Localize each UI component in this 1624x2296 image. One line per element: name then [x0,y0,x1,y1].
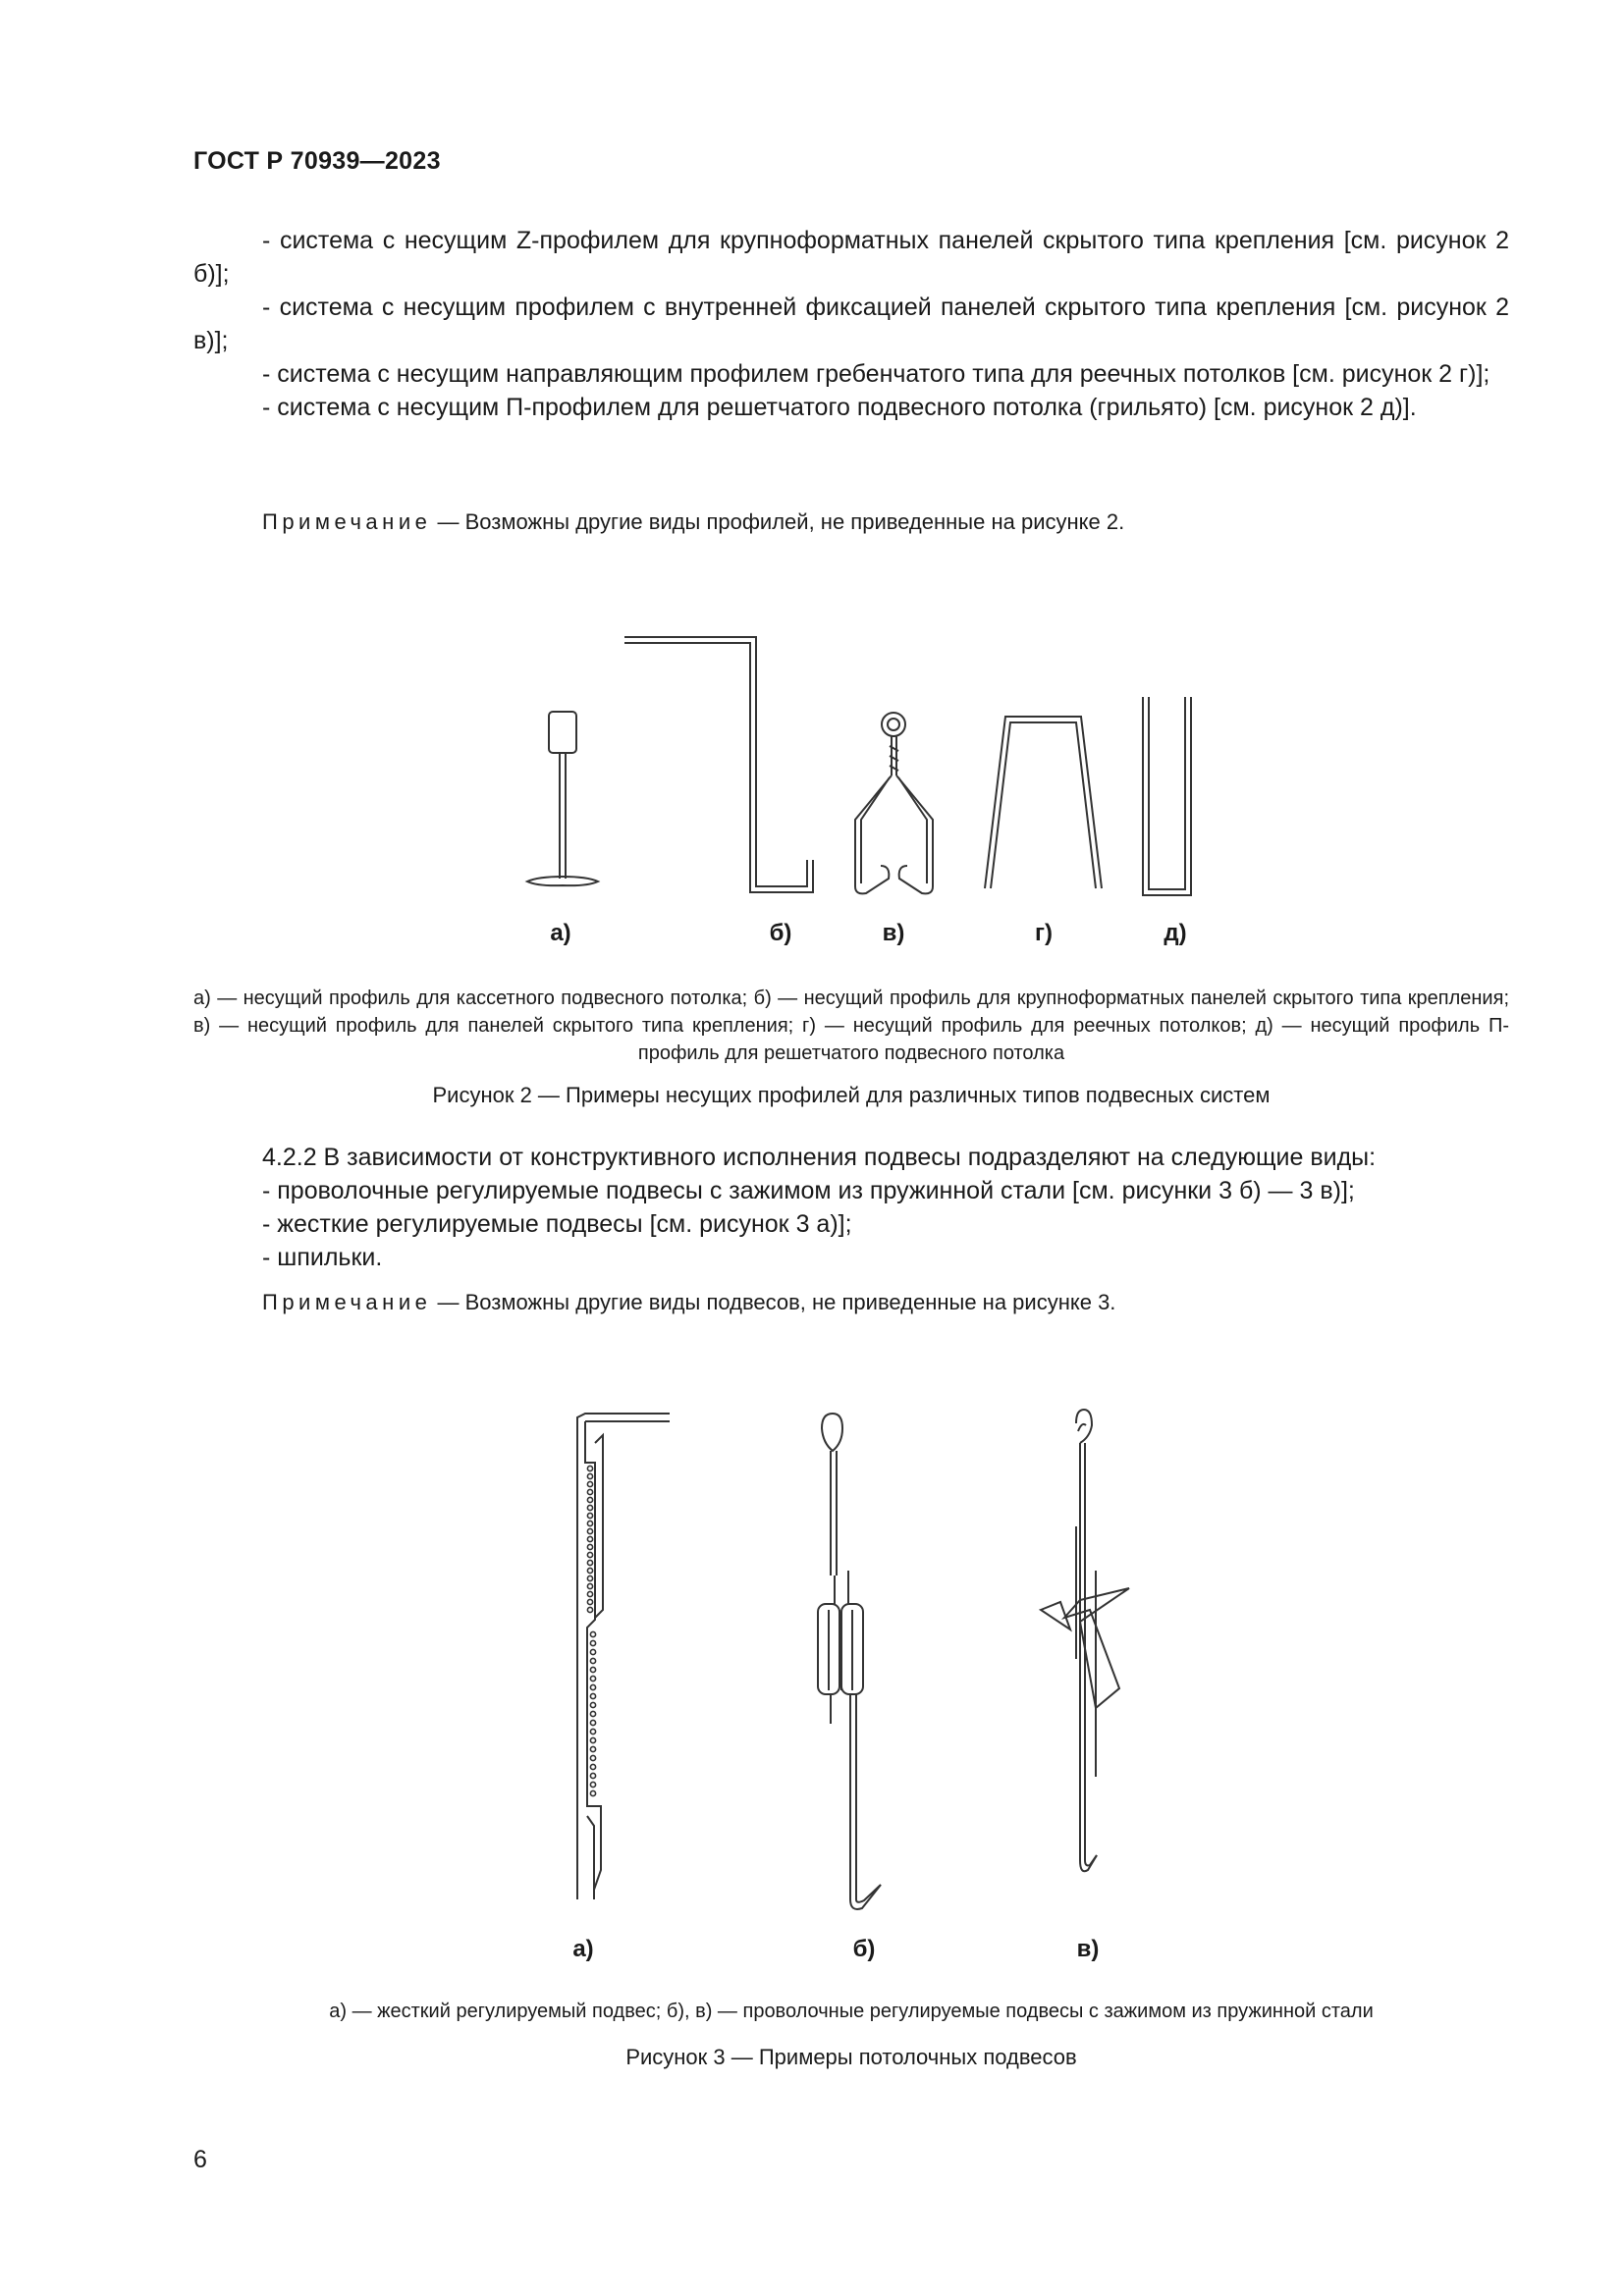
hole [590,1782,595,1787]
figure-3-label-b: б) [852,1936,876,1962]
hole [587,1544,592,1549]
figure-2-label-e: д) [1164,920,1187,946]
hole [587,1575,592,1580]
hanger-c-drawing [1041,1410,1129,1871]
section-intro: 4.2.2 В зависимости от конструктивного исполнения подвесы подразделяют на следующие виды: [262,1144,1377,1171]
hanger-b-drawing [818,1414,881,1909]
hole [590,1746,595,1751]
hole [590,1693,595,1698]
list-item: - система с несущим направляющим профилем гребенчатого типа для реечных потолков [см. рисунок 2 г)]; [262,360,1490,388]
hole [590,1667,595,1672]
hole [587,1497,592,1502]
hole [590,1631,595,1636]
figure-3-caption: Рисунок 3 — Примеры потолочных подвесов [625,2045,1077,2069]
hole [590,1702,595,1707]
figure-3-label-a: а) [572,1936,594,1962]
hole [587,1466,592,1470]
document-header: ГОСТ Р 70939—2023 [193,147,441,175]
hole [590,1773,595,1778]
hole [587,1591,592,1596]
hole [590,1676,595,1681]
hole [587,1536,592,1541]
figure-2-legend: а) — несущий профиль для кассетного подвесного потолка; б) — несущий профиль для крупноформатных панелей скрытого типа крепления; в) — несущий профиль для панелей скрытого типа крепления; г) — несущий профиль для реечных потолков; д) — несущий профиль П-профиль для решетчатого подвесного потолка [193,988,1509,1064]
figure-2-label-c: в) [882,920,905,946]
hole [587,1583,592,1588]
hole [590,1658,595,1663]
hole [587,1505,592,1510]
list-item: - жесткие регулируемые подвесы [см. рисунок 3 а)]; [262,1210,852,1238]
hole [590,1790,595,1795]
hole [587,1599,592,1604]
figure-2-label-d: г) [1035,920,1053,946]
note-text: — Возможны другие виды подвесов, не приведенные на рисунке 3. [431,1290,1116,1314]
hole [587,1560,592,1565]
hole [587,1568,592,1573]
figure-2-caption: Рисунок 2 — Примеры несущих профилей для различных типов подвесных систем [432,1083,1271,1107]
hole [590,1720,595,1725]
hole [590,1755,595,1760]
figure-2-label-a: а) [550,920,571,946]
hole [587,1552,592,1557]
list-item: - система с несущим П-профилем для решетчатого подвесного потолка (грильято) [см. рисунок 2 д)]. [262,394,1417,421]
list-item: - система с несущим профилем с внутренней фиксацией панелей скрытого типа крепления [см. рисунок 2 в)]; [193,294,1509,354]
hole [590,1684,595,1689]
hole [590,1764,595,1769]
hole [587,1513,592,1518]
hole [590,1711,595,1716]
hole [587,1489,592,1494]
hole [587,1607,592,1612]
hole [590,1737,595,1742]
list-item: - проволочные регулируемые подвесы с зажимом из пружинной стали [см. рисунки 3 б) — 3 в)]; [262,1177,1355,1204]
hole [587,1481,592,1486]
note-label: Примечание [262,1290,432,1314]
hole [587,1473,592,1478]
figure-3-legend: а) — жесткий регулируемый подвес; б), в) — проволочные регулируемые подвесы с зажимом из пружинной стали [329,2001,1374,2022]
hole [590,1729,595,1734]
hole [587,1521,592,1525]
list-item: - шпильки. [262,1244,383,1271]
list-item: - система с несущим Z-профилем для крупноформатных панелей скрытого типа крепления [см. рисунок 2 б)]; [193,227,1509,288]
note-text: — Возможны другие виды профилей, не приведенные на рисунке 2. [431,509,1125,534]
hole [590,1649,595,1654]
hole [590,1640,595,1645]
note-label: Примечание [262,509,432,534]
hole [587,1528,592,1533]
figure-2-label-b: б) [769,920,792,946]
page-number: 6 [193,2146,207,2173]
figure-3-label-c: в) [1076,1936,1100,1962]
